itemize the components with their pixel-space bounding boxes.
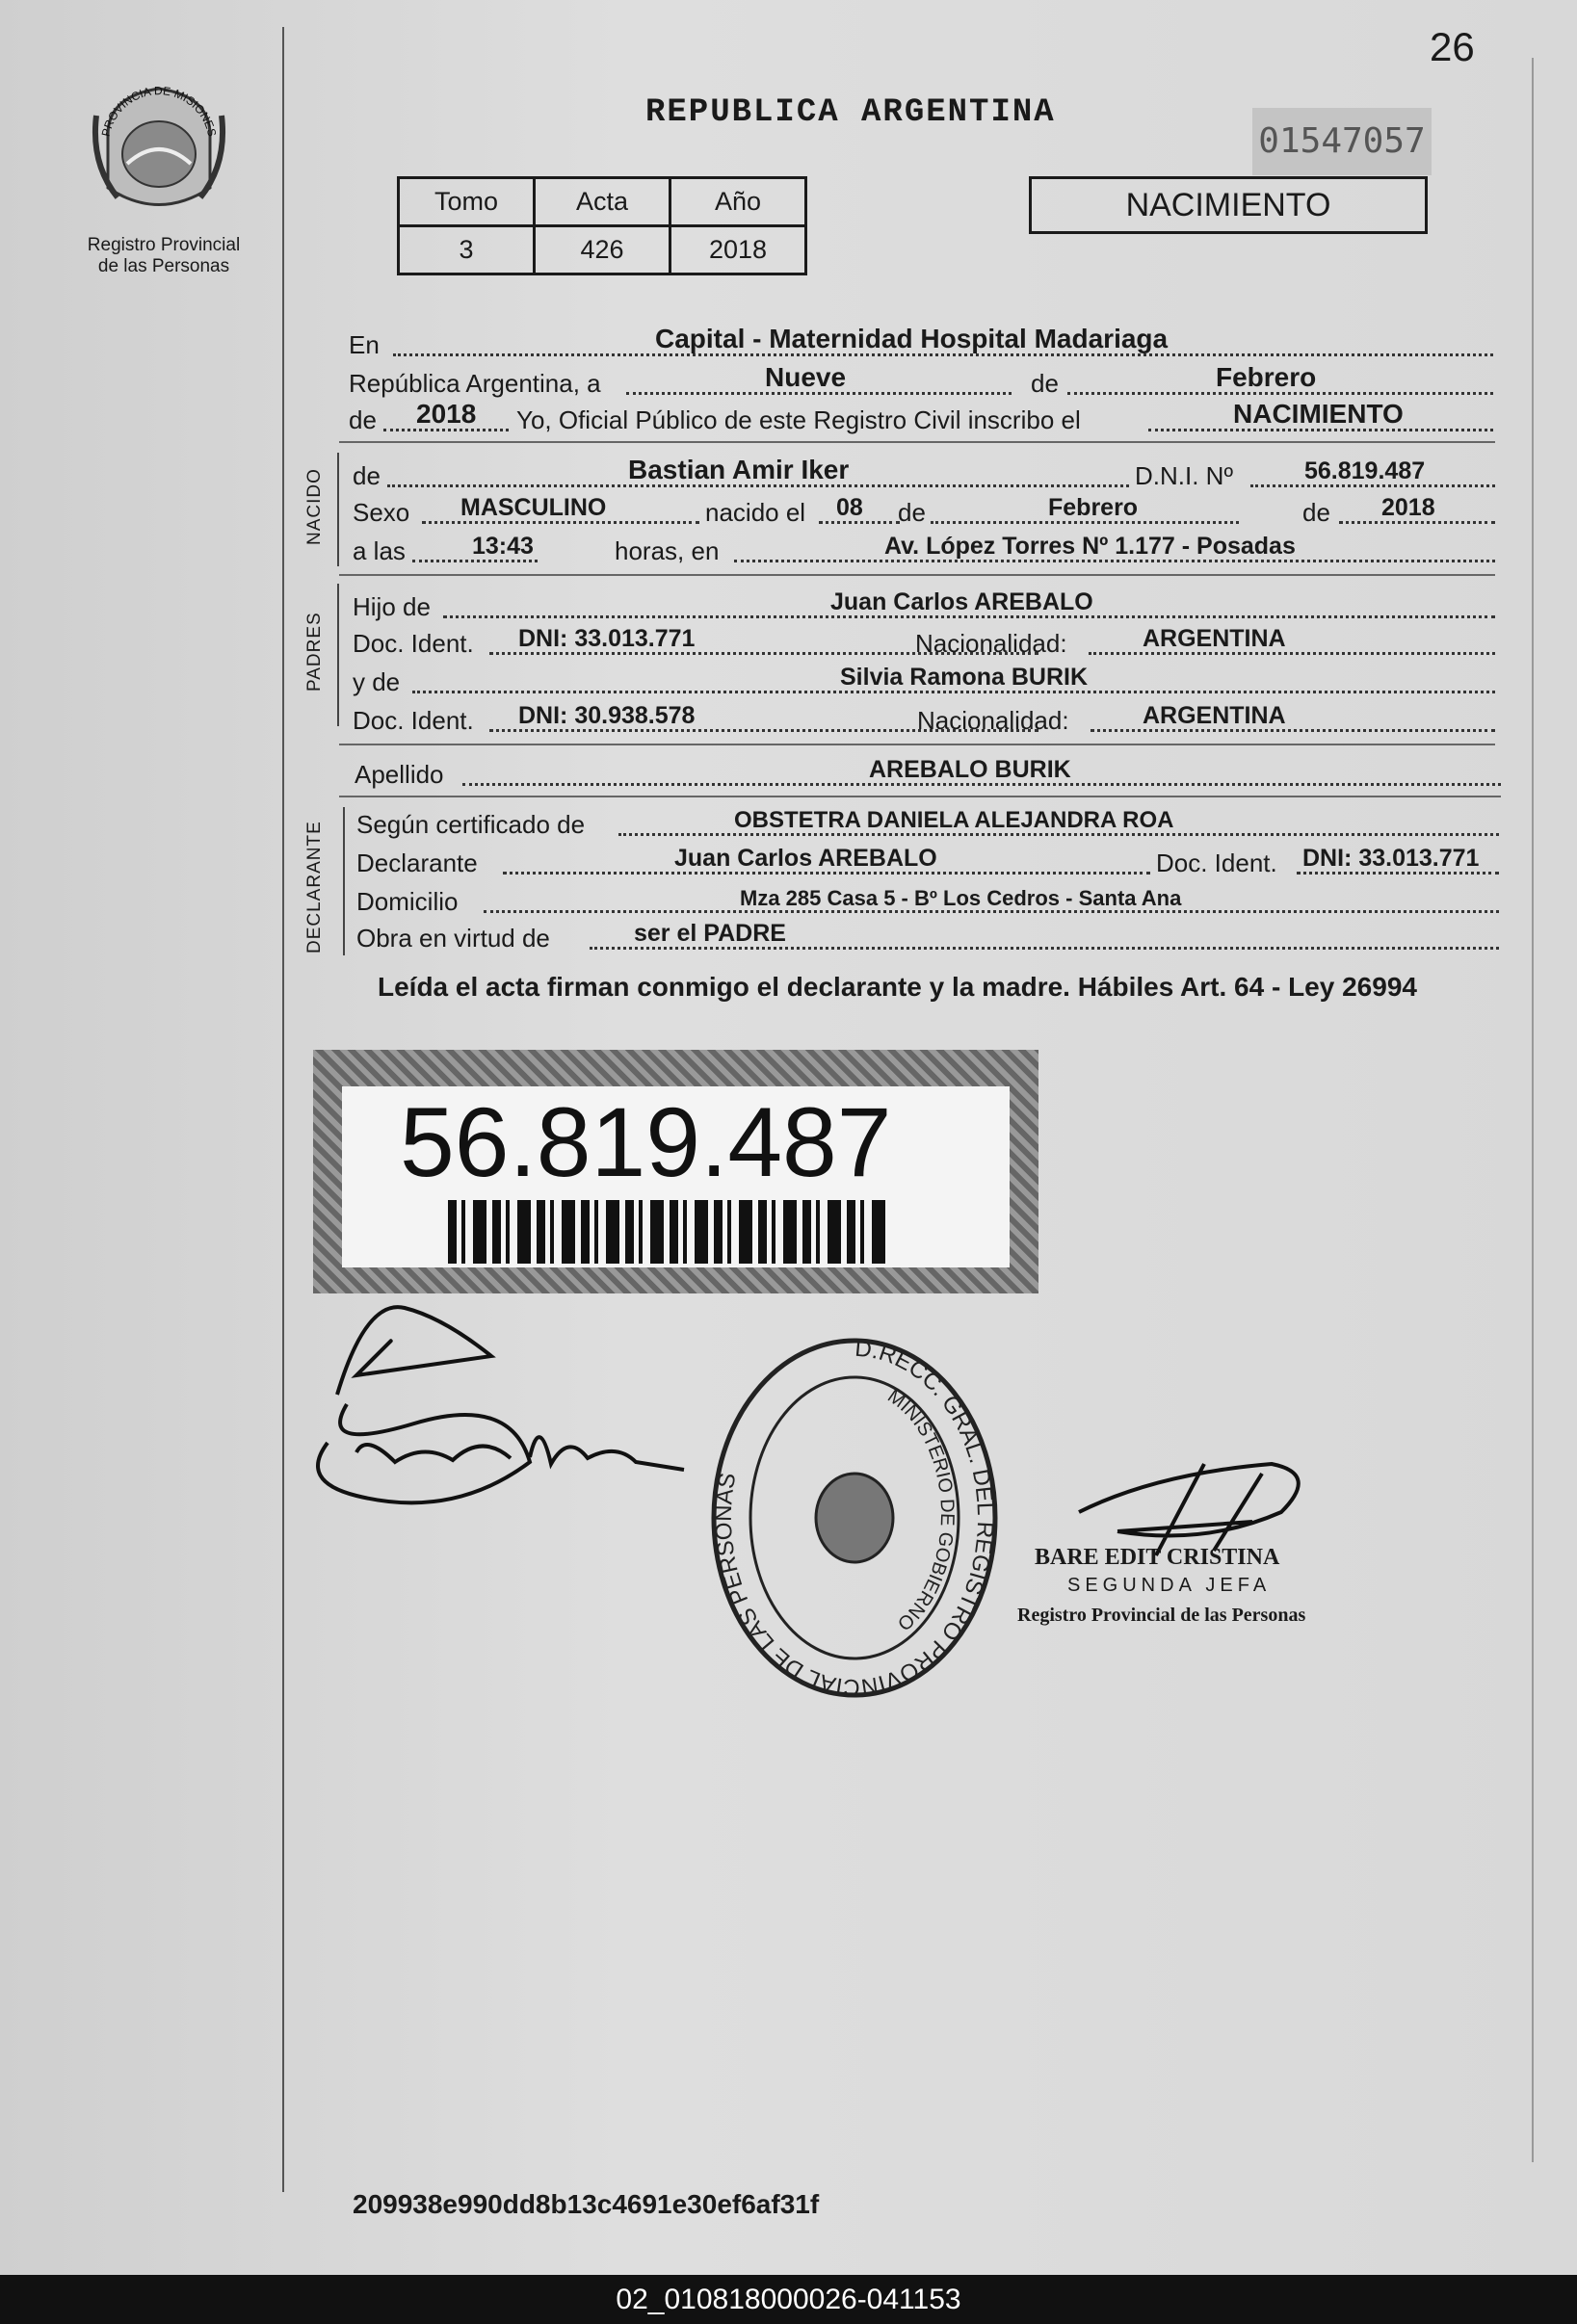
registry-label: Registro Provincial de las Personas — [87, 235, 241, 276]
father-doc-row: Doc. Ident. DNI: 33.013.771 Nacionalidad: ARGENTINA — [353, 626, 1495, 659]
mother-row: y de Silvia Ramona BURIK — [353, 665, 1495, 697]
document-hash: 209938e990dd8b13c4691e30ef6af31f — [353, 2189, 820, 2219]
child-name: Bastian Amir Iker — [628, 455, 850, 484]
birth-time: 13:43 — [472, 533, 534, 560]
official-title: SEGUNDA JEFA — [1067, 1575, 1272, 1596]
dni-label-card — [313, 1050, 1038, 1293]
province-emblem-icon — [89, 77, 229, 231]
mother-doc-row: Doc. Ident. DNI: 30.938.578 Nacionalidad: ARGENTINA — [353, 703, 1495, 736]
birth-address: Av. López Torres Nº 1.177 - Posadas — [884, 533, 1296, 560]
record-type-box: NACIMIENTO — [1029, 176, 1428, 234]
stamp-inner-text: MINISTERIO DE GOBIERNO — [883, 1385, 959, 1635]
declarant-signature-icon — [299, 1289, 694, 1539]
anio-header: Año — [670, 178, 806, 226]
emblem-text: PROVINCIA DE MISIONES — [98, 84, 220, 139]
day-value: Nueve — [765, 362, 847, 392]
inscribe-value: NACIMIENTO — [1233, 399, 1404, 429]
place-row: En Capital - Maternidad Hospital Madariaga — [349, 327, 1493, 360]
year-value: 2018 — [416, 399, 477, 429]
birth-month: Febrero — [1048, 494, 1139, 521]
month-value: Febrero — [1216, 362, 1317, 392]
father-nationality: ARGENTINA — [1143, 625, 1286, 652]
stamp-outer-text: D.RECC. GRAL. DEL REGISTRO PROVINCIAL DE LAS PERSONAS — [710, 1335, 999, 1701]
sex-value: MASCULINO — [460, 494, 607, 521]
mother-name: Silvia Ramona BURIK — [840, 664, 1089, 691]
file-id-footer: 02_010818000026-041153 — [0, 2275, 1577, 2324]
declarante-section-label: DECLARANTE — [304, 821, 325, 953]
tomo-header: Tomo — [399, 178, 535, 226]
closing-statement: Leída el acta firman conmigo el declarante y la madre. Hábiles Art. 64 - Ley 26994 — [378, 972, 1417, 1002]
declarant-name: Juan Carlos AREBALO — [674, 845, 937, 872]
certificate-value: OBSTETRA DANIELA ALEJANDRA ROA — [734, 807, 1174, 833]
acta-header: Acta — [535, 178, 670, 226]
official-org: Registro Provincial de las Personas — [1017, 1605, 1306, 1626]
capacity-row: Obra en virtud de ser el PADRE — [356, 921, 1499, 953]
country-title: REPUBLICA ARGENTINA — [645, 94, 1056, 131]
time-row: a las 13:43 horas, en Av. López Torres Nº 1.177 - Posadas — [353, 534, 1495, 566]
child-name-row: de Bastian Amir Iker D.N.I. Nº 56.819.487 — [353, 458, 1495, 491]
acta-value: 426 — [535, 226, 670, 274]
child-dni: 56.819.487 — [1304, 457, 1426, 484]
svg-text:MINISTERIO DE GOBIERNO — [883, 1386, 958, 1634]
serial-number: 01547057 — [1252, 108, 1432, 175]
padres-section-label: PADRES — [304, 612, 325, 692]
page-number: 26 — [1430, 24, 1475, 69]
capacity-value: ser el PADRE — [634, 920, 786, 947]
certificate-row: Según certificado de OBSTETRA DANIELA ALEJANDRA ROA — [356, 807, 1499, 840]
anio-value: 2018 — [670, 226, 806, 274]
place-value: Capital - Maternidad Hospital Madariaga — [655, 324, 1169, 353]
tomo-value: 3 — [399, 226, 535, 274]
official-name: BARE EDIT CRISTINA — [1035, 1545, 1280, 1570]
father-row: Hijo de Juan Carlos AREBALO — [353, 589, 1495, 622]
declarant-row: Declarante Juan Carlos AREBALO Doc. Ident. DNI: 33.013.771 — [356, 846, 1499, 878]
year-row: de 2018 Yo, Oficial Público de este Registro Civil inscribo el NACIMIENTO — [349, 403, 1493, 435]
surname-row: Apellido AREBALO BURIK — [355, 757, 1501, 790]
barcode-icon — [448, 1200, 891, 1264]
father-name: Juan Carlos AREBALO — [830, 588, 1093, 615]
surname-value: AREBALO BURIK — [869, 756, 1071, 783]
birth-day: 08 — [836, 494, 863, 521]
date-row: República Argentina, a Nueve de Febrero — [349, 366, 1493, 399]
dni-label-number: 56.819.487 — [400, 1087, 892, 1197]
nacido-section-label: NACIDO — [304, 468, 325, 545]
official-stamp-icon — [707, 1335, 1002, 1701]
mother-doc: DNI: 30.938.578 — [518, 702, 696, 729]
record-table — [397, 176, 807, 275]
mother-nationality: ARGENTINA — [1143, 702, 1286, 729]
birth-year: 2018 — [1381, 494, 1435, 521]
declarant-address: Mza 285 Casa 5 - Bº Los Cedros - Santa Ana — [740, 886, 1182, 910]
declarant-doc: DNI: 33.013.771 — [1302, 845, 1480, 872]
margin-line — [282, 27, 284, 2192]
father-doc: DNI: 33.013.771 — [518, 625, 696, 652]
right-margin-line — [1532, 58, 1534, 2162]
sex-row: Sexo MASCULINO nacido el 08 de Febrero de 2018 — [353, 495, 1495, 528]
address-row: Domicilio Mza 285 Casa 5 - Bº Los Cedros - Santa Ana — [356, 884, 1499, 917]
